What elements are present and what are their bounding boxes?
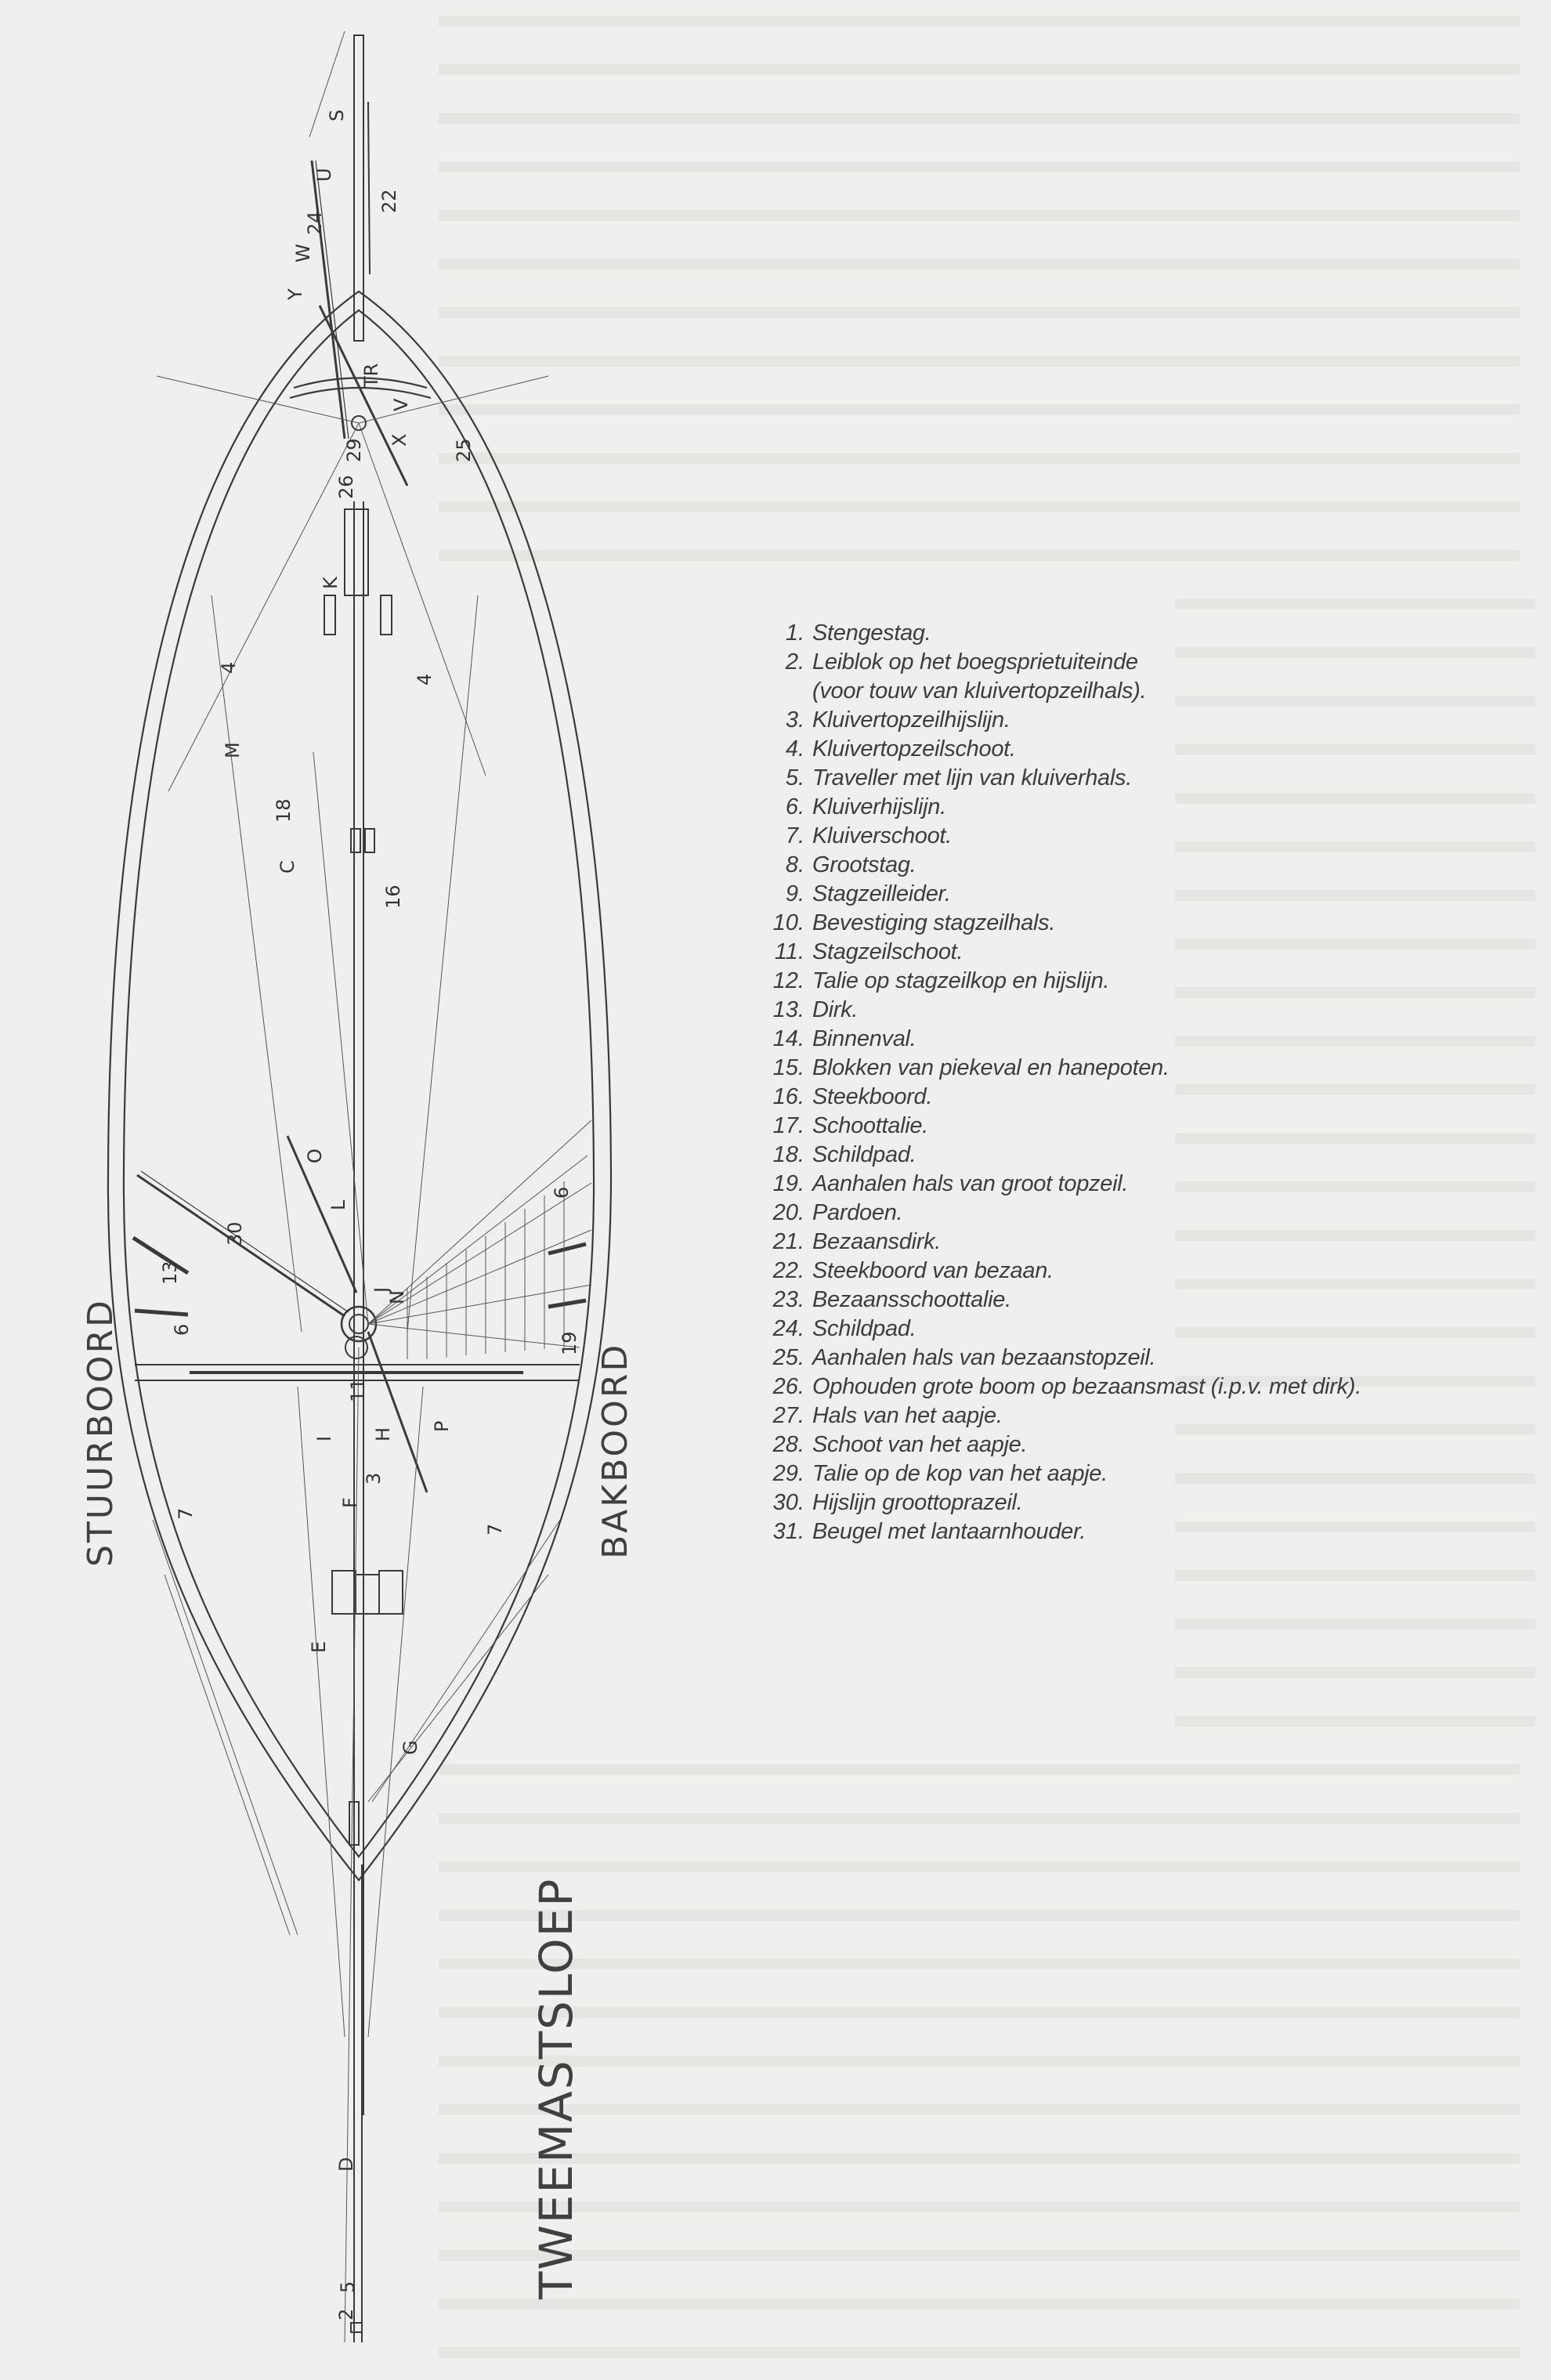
legend-item-text: Aanhalen hals van groot topzeil. xyxy=(812,1171,1129,1196)
masts-and-spars xyxy=(133,35,586,2342)
legend-item-number: 19. xyxy=(772,1171,804,1196)
legend-item-text: Dirk. xyxy=(812,997,859,1022)
label-C: C xyxy=(277,860,298,874)
legend-item-number: 9. xyxy=(785,881,804,906)
drawing-labels xyxy=(159,110,580,2320)
legend-item xyxy=(756,1315,1539,1344)
legend-item-number: 8. xyxy=(785,852,804,877)
legend-item xyxy=(756,706,1539,735)
legend-item xyxy=(756,1344,1539,1373)
legend-item-text: Schoottalie. xyxy=(812,1113,928,1138)
label-F: F xyxy=(339,1497,361,1508)
label-J: J xyxy=(371,1286,392,1293)
legend-item-text: Schildpad. xyxy=(812,1142,916,1167)
legend-item-number: 26. xyxy=(772,1374,804,1399)
label-5: 5 xyxy=(337,2281,359,2293)
legend-item-number: 30. xyxy=(772,1490,804,1515)
label-25: 25 xyxy=(453,438,475,462)
legend-item xyxy=(756,619,1539,648)
legend-item xyxy=(756,1488,1539,1517)
legend-item-text: Kluiverhijslijn. xyxy=(812,794,946,819)
label-O: O xyxy=(304,1148,326,1163)
legend-item-number: 2. xyxy=(785,649,804,675)
legend-item xyxy=(756,1170,1539,1199)
legend-item-number xyxy=(756,677,812,706)
legend-item-text: Schildpad. xyxy=(812,1316,916,1341)
legend-item xyxy=(756,1228,1539,1257)
diagram-title: TWEEMASTSLOEP xyxy=(530,1877,583,2299)
label-4b: 4 xyxy=(414,673,436,685)
legend-item xyxy=(756,764,1539,793)
label-M: M xyxy=(222,742,244,758)
port-label: BAKBOORD xyxy=(595,1342,635,1559)
legend-item-text: Stagzeilschoot. xyxy=(812,939,964,964)
label-6b: 6 xyxy=(551,1186,573,1199)
legend-item-number: 1. xyxy=(785,620,804,646)
legend-item xyxy=(756,1459,1539,1488)
label-24: 24 xyxy=(304,211,326,235)
label-K: K xyxy=(320,577,342,589)
hull-outline xyxy=(108,291,611,1880)
label-L: L xyxy=(327,1199,349,1210)
label-H: H xyxy=(372,1427,394,1441)
legend-item-text: Bezaansdirk. xyxy=(812,1229,942,1254)
legend-item-number: 14. xyxy=(772,1026,804,1051)
legend-item-number: 21. xyxy=(772,1229,804,1254)
legend-item-text: Kluivertopzeilhijslijn. xyxy=(812,707,1010,732)
legend-item xyxy=(756,793,1539,822)
legend-item-text: Blokken van piekeval en hanepoten. xyxy=(812,1055,1170,1080)
legend-item xyxy=(756,1431,1539,1459)
legend-item-number: 18. xyxy=(772,1142,804,1167)
legend-item-text: Leiblok op het boegsprietuiteinde xyxy=(812,649,1138,675)
legend-item-number: 7. xyxy=(785,823,804,848)
label-2: 2 xyxy=(335,2308,357,2320)
legend-item-text: (voor touw van kluivertopzeilhals). xyxy=(812,678,1147,704)
legend-item-text: Beugel met lantaarnhouder. xyxy=(812,1519,1086,1544)
legend-item xyxy=(756,648,1539,677)
legend-item-number: 23. xyxy=(772,1287,804,1312)
legend-item xyxy=(756,880,1539,909)
legend-item xyxy=(756,1054,1539,1083)
legend-item-number: 27. xyxy=(772,1403,804,1428)
legend-item-number: 10. xyxy=(772,910,804,935)
label-V: V xyxy=(390,398,412,411)
label-X: X xyxy=(389,433,410,447)
label-U: U xyxy=(313,168,335,182)
sail-grid xyxy=(407,1181,564,1359)
legend-item xyxy=(756,735,1539,764)
legend-item xyxy=(756,909,1539,938)
label-30: 30 xyxy=(224,1221,246,1246)
legend-item-number: 12. xyxy=(772,968,804,993)
label-26: 26 xyxy=(335,475,357,499)
label-6a: 6 xyxy=(171,1323,193,1336)
legend-item-number: 16. xyxy=(772,1084,804,1109)
legend-item xyxy=(756,1112,1539,1141)
legend-item-number: 15. xyxy=(772,1055,804,1080)
legend-item xyxy=(756,1286,1539,1315)
legend-item-number: 5. xyxy=(785,765,804,790)
label-29: 29 xyxy=(343,438,365,462)
legend-item-text: Stagzeilleider. xyxy=(812,881,951,906)
legend-item-text: Traveller met lijn van kluiverhals. xyxy=(812,765,1132,790)
legend-item-text: Pardoen. xyxy=(812,1200,903,1225)
legend-item-text: Kluivertopzeilschoot. xyxy=(812,736,1016,761)
legend-item-text: Talie op de kop van het aapje. xyxy=(812,1461,1108,1486)
legend-item xyxy=(756,851,1539,880)
legend-item-text: Stengestag. xyxy=(812,620,931,646)
legend-item xyxy=(756,1373,1539,1402)
label-P: P xyxy=(431,1420,453,1432)
label-13: 13 xyxy=(159,1261,181,1285)
legend-item-number: 3. xyxy=(785,707,804,732)
legend-item-text: Hals van het aapje. xyxy=(812,1403,1003,1428)
label-I: I xyxy=(313,1435,335,1441)
legend-item-text: Kluiverschoot. xyxy=(812,823,952,848)
legend-item-text: Ophouden grote boom op bezaansmast (i.p.v. met dirk). xyxy=(812,1374,1361,1399)
legend-item xyxy=(756,967,1539,996)
legend-item-number: 24. xyxy=(772,1316,804,1341)
legend-item-text: Bevestiging stagzeilhals. xyxy=(812,910,1056,935)
label-19: 19 xyxy=(559,1331,580,1355)
legend-item-text: Aanhalen hals van bezaanstopzeil. xyxy=(812,1345,1156,1370)
label-E: E xyxy=(308,1640,330,1653)
legend-item-text: Steekboord van bezaan. xyxy=(812,1258,1054,1283)
label-TR: TR xyxy=(360,363,382,388)
legend-item xyxy=(756,996,1539,1025)
legend-item-text: Bezaansschoottalie. xyxy=(812,1287,1011,1312)
legend-item-number: 13. xyxy=(772,997,804,1022)
legend-item-text: Schoot van het aapje. xyxy=(812,1432,1028,1457)
legend-item-number: 17. xyxy=(772,1113,804,1138)
legend-item xyxy=(756,1517,1539,1546)
label-W: W xyxy=(292,244,314,262)
legend-item xyxy=(756,1083,1539,1112)
legend-item xyxy=(756,1402,1539,1431)
label-G: G xyxy=(400,1740,421,1755)
legend-item xyxy=(756,822,1539,851)
legend-list xyxy=(756,619,1539,1546)
legend-item-number: 28. xyxy=(772,1432,804,1457)
label-11: 11 xyxy=(347,1378,369,1402)
legend-item xyxy=(756,1257,1539,1286)
legend-item-number: 4. xyxy=(785,736,804,761)
legend-item xyxy=(756,1141,1539,1170)
label-S: S xyxy=(326,109,348,121)
legend-item xyxy=(756,1199,1539,1228)
legend-item-number: 11. xyxy=(774,939,804,964)
legend-item-text: Talie op stagzeilkop en hijslijn. xyxy=(812,968,1110,993)
label-4a: 4 xyxy=(218,661,240,674)
legend-item-number: 25. xyxy=(772,1345,804,1370)
legend-item xyxy=(756,677,1539,706)
legend-item-number: 29. xyxy=(772,1461,804,1486)
legend-item-number: 6. xyxy=(785,794,804,819)
legend-item-text: Binnenval. xyxy=(812,1026,916,1051)
label-N: N xyxy=(386,1290,408,1304)
legend-item-number: 22. xyxy=(772,1258,804,1283)
legend-item-text: Steekboord. xyxy=(812,1084,933,1109)
legend-item xyxy=(756,938,1539,967)
label-Y: Y xyxy=(284,288,306,300)
label-18: 18 xyxy=(273,798,295,823)
label-7b: 7 xyxy=(484,1523,506,1535)
label-7a: 7 xyxy=(175,1507,197,1520)
legend-item xyxy=(756,1025,1539,1054)
legend-item-number: 31. xyxy=(772,1519,804,1544)
label-22: 22 xyxy=(378,189,400,213)
label-16: 16 xyxy=(382,884,404,909)
label-D: D xyxy=(335,2157,357,2172)
legend-item-text: Hijslijn groottoprazeil. xyxy=(812,1490,1023,1515)
starboard-label: STUURBOORD xyxy=(81,1298,121,1567)
legend-item-text: Grootstag. xyxy=(812,852,916,877)
label-3: 3 xyxy=(363,1472,385,1485)
legend-item-number: 20. xyxy=(772,1200,804,1225)
